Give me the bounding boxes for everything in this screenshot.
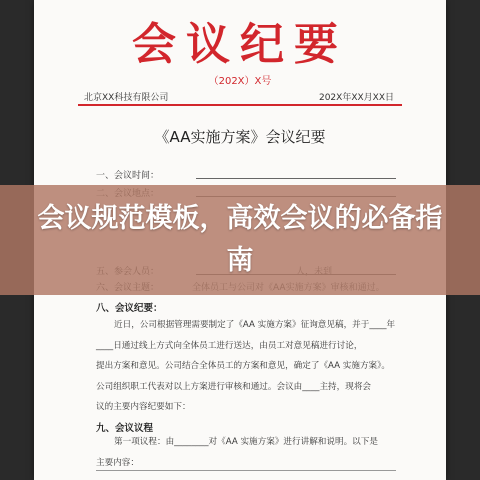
minutes-line: ____日通过线上方式向全体员工进行送达，由员工对意见稿进行讨论，	[96, 340, 363, 351]
field-meeting-time	[96, 168, 396, 182]
minutes-line: 公司组织职工代表对以上方案进行审核和通过。会议由____主持，现将会	[96, 381, 372, 392]
red-divider	[78, 104, 402, 106]
banner-text: 会议规范模板，高效会议的必备指南	[37, 203, 443, 276]
field-underline	[196, 178, 396, 179]
minutes-line: 提出方案和意见。公司结合全体员工的方案和意见，确定了《AA 实施方案》。	[96, 361, 391, 371]
field-label: 一、会议时间：	[96, 171, 160, 181]
agenda-paragraph	[96, 432, 396, 473]
document-subtitle: 《AA实施方案》会议纪要	[154, 128, 326, 146]
agenda-line: 第一项议程：由________对《AA 实施方案》进行讲解和说明。以下是	[114, 437, 378, 447]
agenda-line: 主要内容：	[96, 457, 139, 468]
document-number: （202X）X号	[208, 76, 272, 87]
blank-underline	[96, 470, 396, 471]
section-agenda-heading: 九、会议议程	[96, 423, 154, 434]
minutes-line: 议的主要内容纪要如下：	[96, 402, 191, 412]
section-minutes-heading: 八、会议纪要：	[96, 303, 163, 314]
minutes-line: 近日，公司根据管理需要制定了《AA 实施方案》征询意见稿，并于____年	[114, 320, 396, 330]
organization-name: 北京XX科技有限公司	[84, 93, 169, 103]
document-date: 202X年XX月XX日	[318, 93, 394, 103]
title-banner	[0, 185, 480, 295]
minutes-paragraph	[96, 315, 396, 418]
document-title: 会议纪要	[132, 19, 348, 70]
